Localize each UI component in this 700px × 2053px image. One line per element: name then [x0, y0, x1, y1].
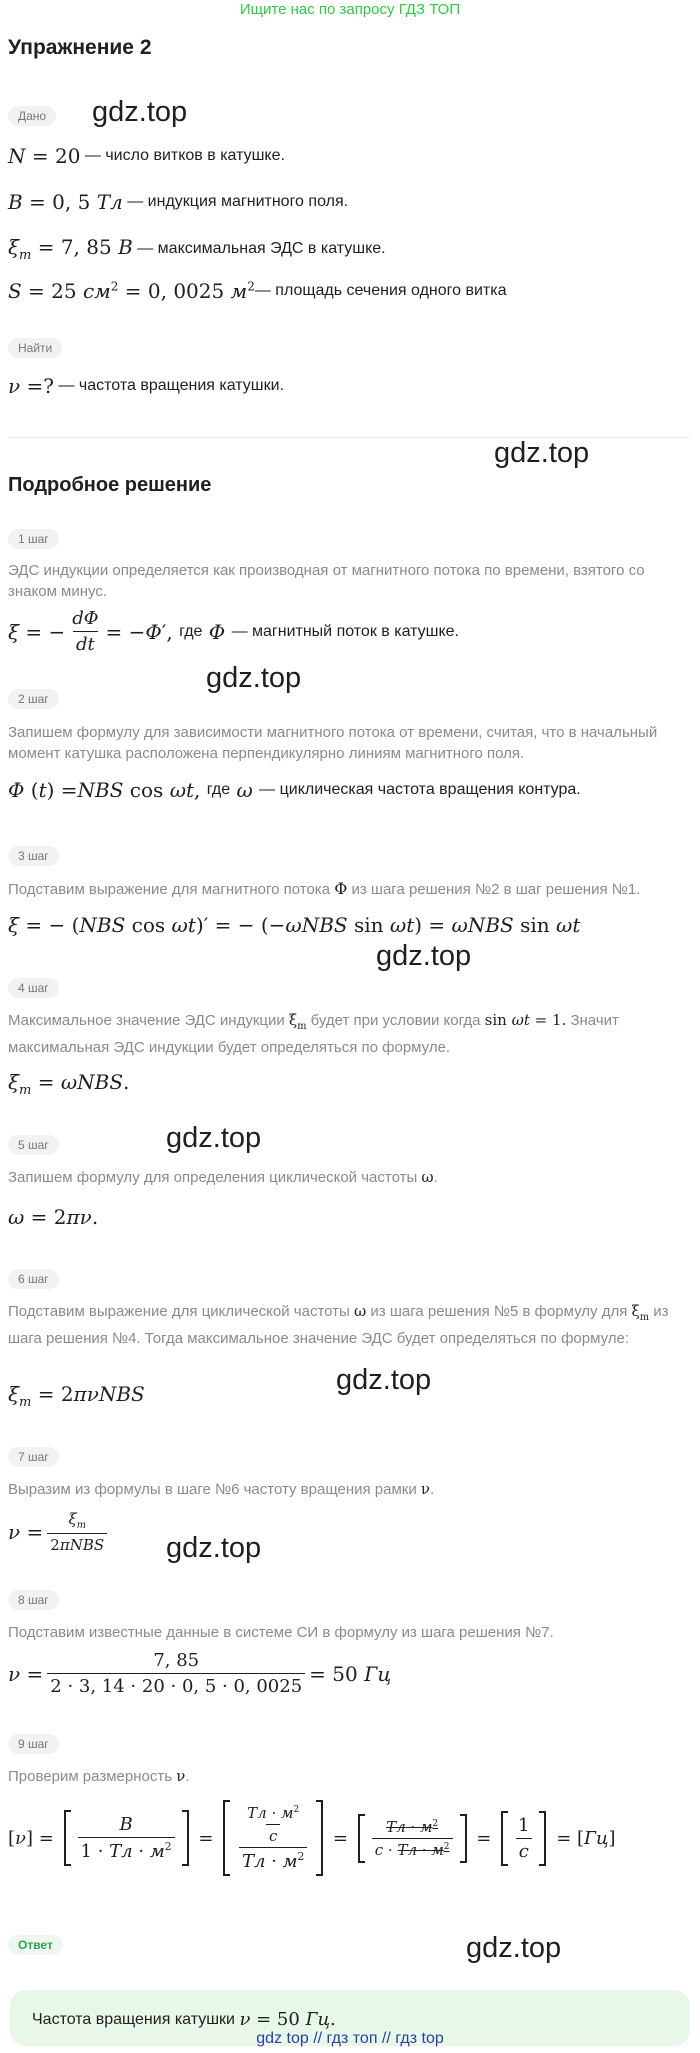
step-2-text: Запишем формулу для зависимости магнитного потока от времени, считая, что в начальный момент катушка расположена перпендикулярно линиям магнитного поля.	[8, 724, 658, 762]
watermark: gdz.top	[92, 96, 188, 128]
step-1-pill: 1 шаг	[8, 529, 59, 549]
step-3-pill: 3 шаг	[8, 846, 59, 866]
step-6-text: Подставим выражение для циклической частоты ω из шага решения №5 в формулу для $\xi_m$ из шага решения №4. Тогда максимальное значение ЭДС будет определяться по формуле:	[8, 1302, 669, 1347]
top-banner[interactable]: Ищите нас по запросу ГДЗ ТОП	[239, 1, 461, 18]
answer-text: Частота вращения катушки ν = 50 Гц.	[32, 2009, 336, 2030]
step-9-text: Проверим размерность ν.	[8, 1767, 190, 1785]
footer-links[interactable]: gdz top // гдз топ // гдз top	[256, 2030, 444, 2047]
step-6-pill: 6 шаг	[8, 1269, 59, 1289]
step-4-text: Максимальное значение ЭДС индукции $\xi_m$ будет при условии когда sin ωt = 1. Значит максимальная ЭДС индукции будет определяться по формуле.	[8, 1011, 619, 1056]
answer-pill: Ответ	[8, 1935, 63, 1955]
step-2-formula: Φ ( t ) = NBS cos ωt , где ω — циклическая частота вращения контура.	[8, 778, 581, 802]
step-7-pill: 7 шаг	[8, 1447, 59, 1467]
given-line-3: $\xi_m = 7$, 85 В — максимальная ЭДС в катушке.	[8, 235, 386, 263]
find-pill: Найти	[8, 338, 62, 358]
watermark: gdz.top	[206, 662, 302, 694]
find-line: ν =? — частота вращения катушки.	[8, 374, 285, 398]
step-5-formula: ω = 2πν.	[8, 1205, 99, 1229]
given-line-2: B = 0, 5 Тл — индукция магнитного поля.	[8, 190, 349, 214]
watermark: gdz.top	[466, 1932, 562, 1964]
step-9-formula: [ ν ] = $\frac{В}{1 \cdot Тл \cdot м^2}$ = $\frac{\frac{Тл \cdot м^2}{с}}{Тл \cdot м^2}$ = $\frac{Тл \cdot м^2}{с \cdot Тл \cdot м^2}$ = $\frac{1}{с}$ = [ Гц ]	[8, 1800, 616, 1876]
given-pill: Дано	[8, 106, 56, 126]
step-8-text: Подставим известные данные в системе СИ в формулу из шага решения №7.	[8, 1624, 554, 1641]
step-7-text: Выразим из формулы в шаге №6 частоту вращения рамки ν.	[8, 1480, 435, 1498]
step-2-pill: 2 шаг	[8, 689, 59, 709]
step-8-pill: 8 шаг	[8, 1590, 59, 1610]
page-title: Упражнение 2	[8, 36, 152, 59]
step-3-text: Подставим выражение для магнитного потока Φ из шага решения №2 в шаг решения №1.	[8, 879, 641, 898]
watermark: gdz.top	[336, 1364, 432, 1396]
step-9-pill: 9 шаг	[8, 1734, 59, 1754]
given-line-4: S = 25 $см^2 = 0$, 0025 $м^2$ — площадь сечения одного витка	[8, 279, 507, 303]
step-5-pill: 5 шаг	[8, 1135, 59, 1155]
step-7-formula: ν = $\frac{\xi_m}{\text{2πNBS}}$	[8, 1510, 111, 1554]
step-5-text: Запишем формулу для определения циклической частоты ω.	[8, 1168, 438, 1186]
watermark: gdz.top	[494, 437, 590, 469]
watermark: gdz.top	[376, 940, 472, 972]
step-6-formula: $\xi_m = 2\pi\nu NBS$	[8, 1382, 145, 1410]
step-4-pill: 4 шаг	[8, 978, 59, 998]
step-8-formula: ν = $\frac{7, 85}{2 \cdot 3, 14 \cdot 20 \cdot 0, 5 \cdot 0, 0025}$ = 50 Гц	[8, 1650, 392, 1697]
watermark: gdz.top	[166, 1122, 262, 1154]
solution-title: Подробное решение	[8, 474, 212, 496]
step-3-formula: ξ = − (NBS cos ωt)′ = − (−ωNBS sin ωt) = ωNBS sin ωt	[8, 913, 581, 937]
step-1-formula: ξ = − $\frac{d\Phi}{dt}$ = − Φ ′, где Φ — магнитный поток в катушке.	[8, 608, 459, 655]
given-line-1: N = 20 — число витков в катушке.	[8, 144, 285, 168]
step-4-formula: $\xi_m = \omega NBS$.	[8, 1070, 130, 1098]
watermark: gdz.top	[166, 1532, 262, 1564]
step-1-text: ЭДС индукции определяется как производная от магнитного потока по времени, взятого со знаком минус.	[8, 562, 645, 600]
